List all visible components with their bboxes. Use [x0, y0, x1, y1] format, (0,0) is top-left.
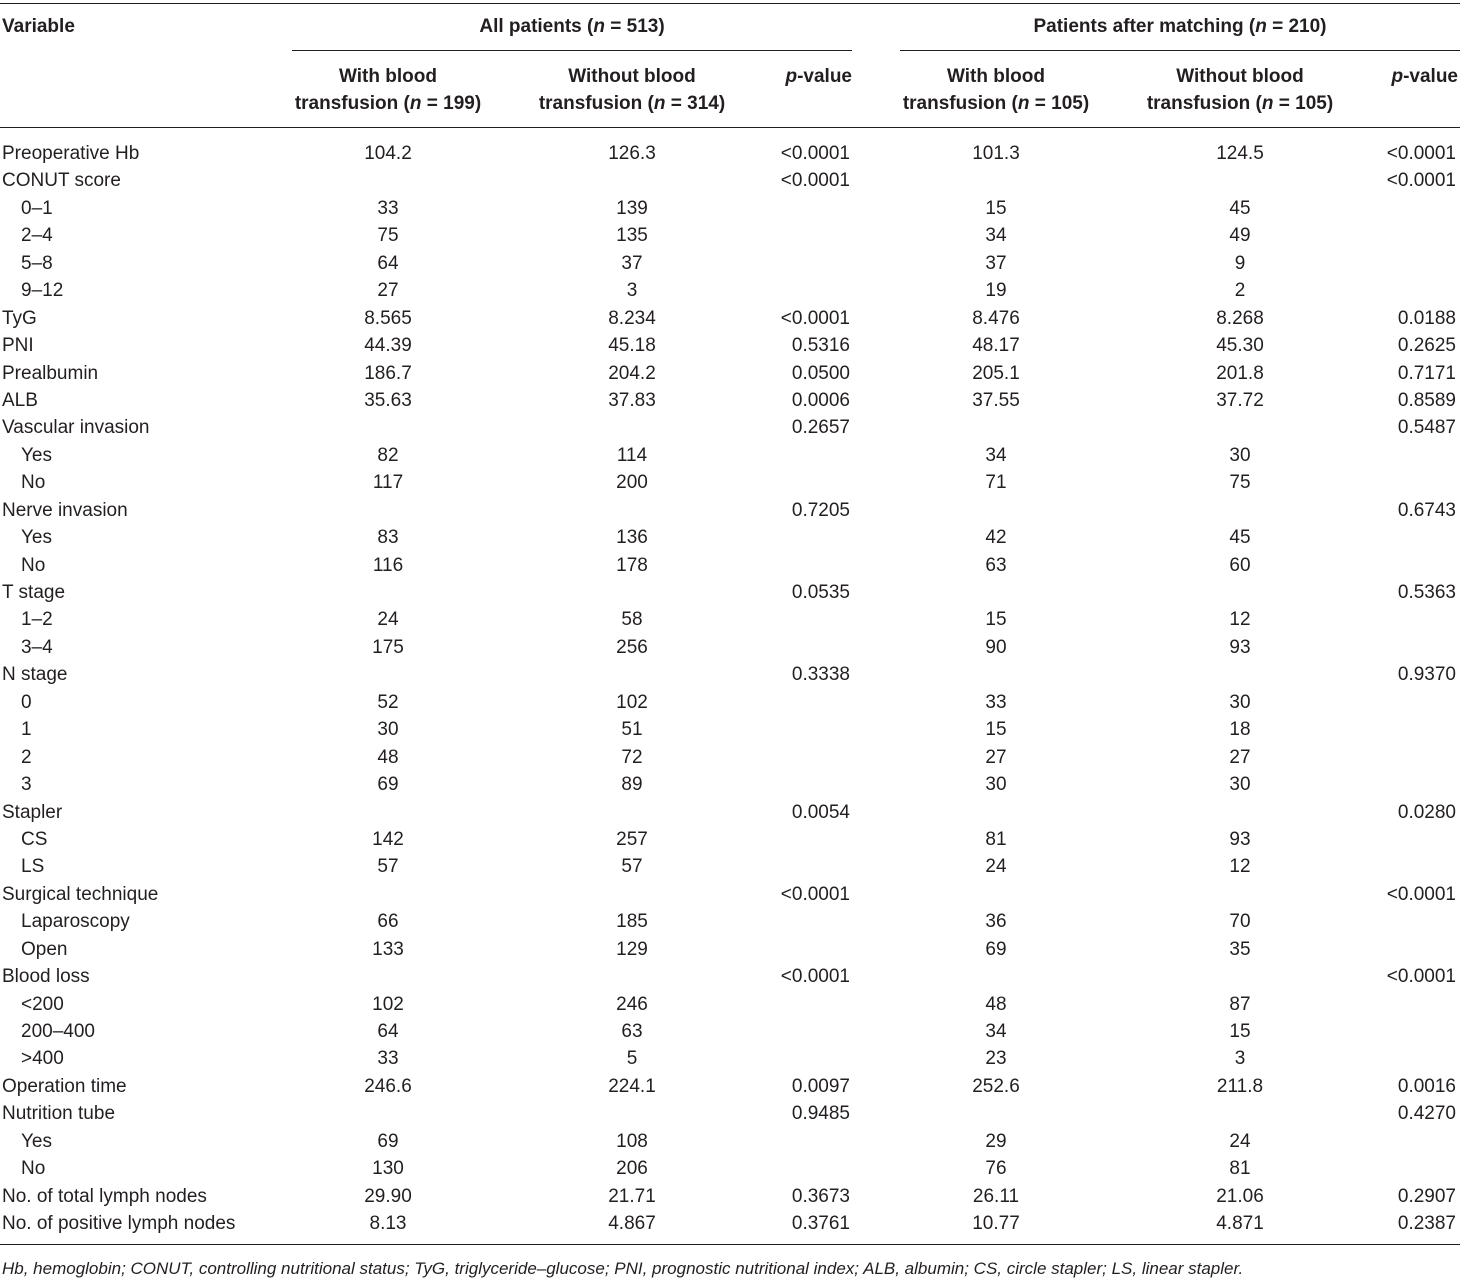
- table-row: [0, 661, 1460, 688]
- all-with-transfusion-cell: 66: [377, 911, 399, 933]
- all-with-transfusion-cell: 33: [377, 1048, 399, 1070]
- subheader-n-value: = 314): [665, 93, 726, 114]
- row-label: No: [21, 1158, 46, 1180]
- all-without-transfusion-cell: 256: [616, 636, 648, 658]
- matched-without-transfusion-cell: 37.72: [1216, 389, 1264, 411]
- matched-without-transfusion-cell: 12: [1229, 609, 1251, 631]
- table-footnote: Hb, hemoglobin; CONUT, controlling nutritional status; TyG, triglyceride–glucose; PNI, prognostic nutritional index; ALB, albumin; CS, circle stapler; LS, linear stapler.: [2, 1259, 1244, 1278]
- matched-with-transfusion-cell: 34: [985, 444, 1007, 466]
- all-p-value-cell: 0.5316: [791, 335, 850, 357]
- matched-without-transfusion-cell: 87: [1229, 993, 1251, 1015]
- subheader-n-value: = 105): [1273, 93, 1334, 114]
- all-with-transfusion-cell: 186.7: [364, 362, 412, 384]
- matched-with-transfusion-cell: 34: [985, 1021, 1007, 1042]
- all-without-transfusion-cell: 200: [616, 472, 648, 494]
- table-row: [0, 579, 1460, 606]
- table-row: [0, 305, 1460, 332]
- matched-without-transfusion-cell: 49: [1229, 225, 1251, 247]
- row-label: N stage: [2, 664, 68, 686]
- matched-without-transfusion-cell: 21.06: [1216, 1185, 1264, 1207]
- row-label: Vascular invasion: [2, 417, 150, 439]
- table-row: [0, 963, 1460, 990]
- table-row: [0, 140, 1460, 167]
- all-p-value-cell: 0.0535: [791, 582, 850, 603]
- subheader-p: p: [1391, 66, 1404, 87]
- row-label: Open: [21, 938, 68, 960]
- header-matched-patients: [900, 13, 1460, 40]
- table-row: [0, 634, 1460, 661]
- matched-with-transfusion-cell: 36: [985, 911, 1007, 933]
- all-p-value-cell: <0.0001: [780, 883, 850, 905]
- matched-without-transfusion-cell: 45.30: [1216, 335, 1264, 357]
- subheader-line: [886, 90, 1106, 117]
- all-with-transfusion-cell: 8.565: [364, 307, 412, 329]
- subheader-all-with-transfusion: [278, 63, 498, 117]
- matched-without-transfusion-cell: 93: [1229, 636, 1251, 658]
- matched-without-transfusion-cell: 12: [1229, 856, 1251, 878]
- matched-p-value-cell: <0.0001: [1386, 170, 1456, 192]
- table-row: [0, 524, 1460, 551]
- all-with-transfusion-cell: 8.13: [369, 1213, 407, 1235]
- subheader-all-without-transfusion: [520, 63, 744, 117]
- all-without-transfusion-cell: 178: [616, 554, 648, 576]
- matched-with-transfusion-cell: 15: [985, 609, 1007, 631]
- matched-with-transfusion-cell: 15: [985, 719, 1007, 741]
- matched-without-transfusion-cell: 30: [1229, 691, 1251, 713]
- all-with-transfusion-cell: 104.2: [364, 143, 412, 164]
- matched-p-value-cell: <0.0001: [1386, 143, 1456, 164]
- matched-with-transfusion-cell: 37.55: [972, 389, 1020, 411]
- all-with-transfusion-cell: 44.39: [364, 335, 412, 357]
- all-with-transfusion-cell: 64: [377, 1021, 399, 1042]
- matched-p-value-cell: 0.8589: [1397, 389, 1456, 411]
- subheader-text: transfusion (: [538, 93, 654, 114]
- subheader-line: Without blood: [568, 66, 696, 87]
- row-label: Nerve invasion: [2, 499, 128, 521]
- table-row: [0, 360, 1460, 387]
- row-label: T stage: [2, 582, 66, 603]
- top-rule: [0, 3, 1460, 4]
- matched-without-transfusion-cell: 45: [1229, 527, 1251, 549]
- table-row: [0, 552, 1460, 579]
- row-label: ALB: [2, 389, 38, 411]
- matched-with-transfusion-cell: 8.476: [972, 307, 1020, 329]
- row-label: Yes: [21, 527, 52, 549]
- all-without-transfusion-cell: 139: [616, 197, 648, 219]
- all-p-value-cell: 0.9485: [791, 1103, 850, 1125]
- row-label: No. of positive lymph nodes: [2, 1213, 236, 1235]
- row-label: >400: [21, 1048, 64, 1070]
- all-p-value-cell: 0.0006: [791, 389, 850, 411]
- matched-without-transfusion-cell: 70: [1229, 911, 1251, 933]
- subheader-n-value: = 199): [421, 93, 482, 114]
- subheader-text: transfusion (: [1146, 93, 1262, 114]
- row-label: CS: [21, 828, 48, 850]
- matched-with-transfusion-cell: 26.11: [972, 1185, 1020, 1207]
- row-label: 1–2: [21, 609, 53, 631]
- all-without-transfusion-cell: 72: [621, 746, 643, 768]
- all-without-transfusion-cell: 3: [626, 280, 638, 302]
- all-without-transfusion-cell: 58: [621, 609, 643, 631]
- all-p-value-cell: <0.0001: [780, 170, 850, 192]
- matched-p-value-cell: 0.2387: [1397, 1213, 1456, 1235]
- bottom-rule: [0, 1244, 1460, 1245]
- matched-p-value-cell: 0.2625: [1397, 335, 1456, 357]
- table-row: [0, 442, 1460, 469]
- matched-with-transfusion-cell: 63: [985, 554, 1007, 576]
- header-all-patients-label: All patients (: [479, 16, 594, 37]
- all-with-transfusion-cell: 175: [372, 636, 404, 658]
- row-label: No. of total lymph nodes: [2, 1185, 207, 1207]
- all-without-transfusion-cell: 63: [621, 1021, 643, 1042]
- subheader-n-value: = 105): [1029, 93, 1090, 114]
- matched-without-transfusion-cell: 60: [1229, 554, 1251, 576]
- matched-without-transfusion-cell: 4.871: [1216, 1213, 1264, 1235]
- table-row: [0, 167, 1460, 194]
- table-row: [0, 387, 1460, 414]
- all-with-transfusion-cell: 75: [377, 225, 399, 247]
- all-without-transfusion-cell: 37: [621, 252, 643, 274]
- subheader-matched-without-transfusion: [1128, 63, 1352, 117]
- matched-with-transfusion-cell: 101.3: [972, 143, 1020, 164]
- all-without-transfusion-cell: 206: [616, 1158, 648, 1180]
- table-row: [0, 853, 1460, 880]
- subheader-n: n: [1261, 93, 1274, 114]
- all-p-value-cell: <0.0001: [780, 966, 850, 988]
- all-with-transfusion-cell: 69: [377, 774, 399, 796]
- all-without-transfusion-cell: 224.1: [608, 1075, 656, 1097]
- row-label: 1: [21, 719, 32, 741]
- table-row: [0, 936, 1460, 963]
- all-p-value-cell: 0.0097: [791, 1075, 850, 1097]
- all-with-transfusion-cell: 83: [377, 527, 399, 549]
- matched-without-transfusion-cell: 81: [1229, 1158, 1251, 1180]
- matched-without-transfusion-cell: 30: [1229, 444, 1251, 466]
- all-without-transfusion-cell: 257: [616, 828, 648, 850]
- all-without-transfusion-cell: 136: [616, 527, 648, 549]
- matched-with-transfusion-cell: 27: [985, 746, 1007, 768]
- matched-with-transfusion-cell: 30: [985, 774, 1007, 796]
- matched-p-value-cell: 0.4270: [1397, 1103, 1456, 1125]
- row-label: Stapler: [2, 801, 63, 823]
- all-p-value-cell: 0.7205: [791, 499, 850, 521]
- table-row: [0, 881, 1460, 908]
- table-row: [0, 332, 1460, 359]
- table-row: [0, 744, 1460, 771]
- row-label: Operation time: [2, 1075, 127, 1097]
- row-label: Yes: [21, 1130, 52, 1152]
- header-matched-n-value: = 210): [1266, 16, 1327, 37]
- all-with-transfusion-cell: 133: [372, 938, 404, 960]
- row-label: 2: [21, 746, 32, 768]
- matched-with-transfusion-cell: 71: [985, 472, 1007, 494]
- all-p-value-cell: 0.3673: [791, 1185, 850, 1207]
- subheader-p-tail: -value: [797, 66, 852, 87]
- matched-with-transfusion-cell: 24: [985, 856, 1007, 878]
- table-row: [0, 1128, 1460, 1155]
- all-without-transfusion-cell: 21.71: [608, 1185, 656, 1207]
- all-without-transfusion-cell: 114: [616, 444, 648, 466]
- all-with-transfusion-cell: 57: [377, 856, 399, 878]
- row-label: 0–1: [21, 197, 53, 219]
- row-label: 3: [21, 774, 32, 796]
- all-without-transfusion-cell: 126.3: [608, 143, 656, 164]
- matched-without-transfusion-cell: 75: [1229, 472, 1251, 494]
- matched-without-transfusion-cell: 93: [1229, 828, 1251, 850]
- subheader-line: With blood: [339, 66, 437, 87]
- subheader-all-p-value: [768, 63, 852, 90]
- matched-with-transfusion-cell: 90: [985, 636, 1007, 658]
- row-label: Blood loss: [2, 966, 90, 988]
- all-without-transfusion-cell: 246: [616, 993, 648, 1015]
- row-label: 9–12: [21, 280, 64, 302]
- matched-without-transfusion-cell: 24: [1229, 1130, 1251, 1152]
- all-with-transfusion-cell: 24: [377, 609, 399, 631]
- matched-without-transfusion-cell: 15: [1229, 1021, 1251, 1042]
- row-label: Prealbumin: [2, 362, 99, 384]
- matched-with-transfusion-cell: 42: [985, 527, 1007, 549]
- all-without-transfusion-cell: 135: [616, 225, 648, 247]
- matched-with-transfusion-cell: 76: [985, 1158, 1007, 1180]
- table-row: [0, 689, 1460, 716]
- matched-p-value-cell: 0.5487: [1397, 417, 1456, 439]
- table-row: [0, 606, 1460, 633]
- table-row: [0, 1210, 1460, 1237]
- matched-with-transfusion-cell: 81: [985, 828, 1007, 850]
- subheader-p-tail: -value: [1403, 66, 1458, 87]
- all-without-transfusion-cell: 89: [621, 774, 643, 796]
- all-without-transfusion-cell: 185: [616, 911, 648, 933]
- row-label: Preoperative Hb: [2, 143, 140, 164]
- all-with-transfusion-cell: 116: [372, 554, 404, 576]
- row-label: Surgical technique: [2, 883, 159, 905]
- all-without-transfusion-cell: 57: [621, 856, 643, 878]
- row-label: CONUT score: [2, 170, 121, 192]
- matched-with-transfusion-cell: 19: [985, 280, 1007, 302]
- subheader-line: [1128, 90, 1352, 117]
- matched-with-transfusion-cell: 252.6: [972, 1075, 1020, 1097]
- table-row: [0, 277, 1460, 304]
- matched-p-value-cell: 0.6743: [1397, 499, 1456, 521]
- matched-with-transfusion-cell: 69: [985, 938, 1007, 960]
- header-rule: [0, 127, 1460, 128]
- table-row: [0, 222, 1460, 249]
- table-body: [0, 140, 1460, 1238]
- all-with-transfusion-cell: 117: [372, 472, 404, 494]
- all-with-transfusion-cell: 102: [372, 993, 404, 1015]
- matched-with-transfusion-cell: 29: [985, 1130, 1007, 1152]
- row-label: No: [21, 554, 46, 576]
- row-label: 3–4: [21, 636, 53, 658]
- group-rule-matched: [900, 50, 1460, 51]
- row-label: TyG: [2, 307, 37, 329]
- all-with-transfusion-cell: 52: [377, 691, 399, 713]
- all-with-transfusion-cell: 30: [377, 719, 399, 741]
- row-label: <200: [21, 993, 64, 1015]
- header-variable: Variable: [2, 16, 75, 37]
- table-row: [0, 1018, 1460, 1045]
- subheader-text: transfusion (: [902, 93, 1018, 114]
- header-all-patients-n-value: = 513): [604, 16, 665, 37]
- all-p-value-cell: <0.0001: [780, 143, 850, 164]
- row-label: Yes: [21, 444, 52, 466]
- all-with-transfusion-cell: 35.63: [364, 389, 412, 411]
- table-row: [0, 1073, 1460, 1100]
- table-row: [0, 908, 1460, 935]
- all-p-value-cell: 0.0500: [791, 362, 850, 384]
- subheader-line: [520, 90, 744, 117]
- table-row: [0, 469, 1460, 496]
- matched-p-value-cell: <0.0001: [1386, 966, 1456, 988]
- matched-with-transfusion-cell: 15: [985, 197, 1007, 219]
- matched-with-transfusion-cell: 34: [985, 225, 1007, 247]
- row-label: No: [21, 472, 46, 494]
- all-without-transfusion-cell: 51: [621, 719, 643, 741]
- all-with-transfusion-cell: 130: [372, 1158, 404, 1180]
- matched-with-transfusion-cell: 10.77: [972, 1213, 1020, 1235]
- all-p-value-cell: <0.0001: [780, 307, 850, 329]
- row-label: 2–4: [21, 225, 53, 247]
- all-without-transfusion-cell: 8.234: [608, 307, 656, 329]
- table-row: [0, 1100, 1460, 1127]
- all-without-transfusion-cell: 204.2: [608, 362, 656, 384]
- all-without-transfusion-cell: 5: [626, 1048, 638, 1070]
- row-label: PNI: [2, 335, 34, 357]
- table-row: [0, 250, 1460, 277]
- all-with-transfusion-cell: 29.90: [364, 1185, 412, 1207]
- row-label: Nutrition tube: [2, 1103, 116, 1125]
- all-without-transfusion-cell: 45.18: [608, 335, 656, 357]
- subheader-matched-with-transfusion: [886, 63, 1106, 117]
- table-row: [0, 414, 1460, 441]
- matched-without-transfusion-cell: 8.268: [1216, 307, 1264, 329]
- matched-without-transfusion-cell: 201.8: [1216, 362, 1264, 384]
- matched-without-transfusion-cell: 3: [1234, 1048, 1246, 1070]
- matched-without-transfusion-cell: 27: [1229, 746, 1251, 768]
- group-rule-all: [292, 50, 852, 51]
- table-row: [0, 195, 1460, 222]
- all-with-transfusion-cell: 246.6: [364, 1075, 412, 1097]
- matched-without-transfusion-cell: 2: [1234, 280, 1246, 302]
- matched-p-value-cell: 0.0016: [1397, 1075, 1456, 1097]
- all-p-value-cell: 0.2657: [791, 417, 850, 439]
- subheader-n: n: [1017, 93, 1030, 114]
- header-matched-label: Patients after matching (: [1033, 16, 1256, 37]
- matched-without-transfusion-cell: 9: [1234, 252, 1246, 274]
- subheader-line: With blood: [947, 66, 1045, 87]
- matched-with-transfusion-cell: 205.1: [972, 362, 1020, 384]
- table-row: [0, 826, 1460, 853]
- table-row: [0, 497, 1460, 524]
- all-without-transfusion-cell: 129: [616, 938, 648, 960]
- matched-with-transfusion-cell: 37: [985, 252, 1007, 274]
- matched-with-transfusion-cell: 48: [985, 993, 1007, 1015]
- subheader-text: transfusion (: [294, 93, 410, 114]
- header-matched-n: n: [1255, 16, 1267, 37]
- table-row: [0, 771, 1460, 798]
- all-with-transfusion-cell: 82: [377, 444, 399, 466]
- subheader-line: Without blood: [1176, 66, 1304, 87]
- subheader-matched-p-value: [1370, 63, 1458, 90]
- header-all-patients: [292, 13, 852, 40]
- all-without-transfusion-cell: 37.83: [608, 389, 656, 411]
- row-label: 200–400: [21, 1021, 95, 1042]
- all-without-transfusion-cell: 4.867: [608, 1213, 656, 1235]
- all-with-transfusion-cell: 142: [372, 828, 404, 850]
- subheader-n: n: [653, 93, 666, 114]
- all-without-transfusion-cell: 102: [616, 691, 648, 713]
- matched-p-value-cell: 0.2907: [1397, 1185, 1456, 1207]
- row-label: LS: [21, 856, 45, 878]
- matched-without-transfusion-cell: 124.5: [1216, 143, 1264, 164]
- matched-p-value-cell: 0.5363: [1397, 582, 1456, 603]
- all-with-transfusion-cell: 64: [377, 252, 399, 274]
- table-row: [0, 1045, 1460, 1072]
- subheader-n: n: [409, 93, 422, 114]
- table-row: [0, 799, 1460, 826]
- matched-with-transfusion-cell: 48.17: [972, 335, 1020, 357]
- matched-without-transfusion-cell: 35: [1229, 938, 1251, 960]
- all-p-value-cell: 0.3338: [791, 664, 850, 686]
- matched-p-value-cell: 0.0280: [1397, 801, 1456, 823]
- matched-with-transfusion-cell: 33: [985, 691, 1007, 713]
- all-p-value-cell: 0.3761: [791, 1213, 850, 1235]
- subheader-line: [278, 90, 498, 117]
- matched-p-value-cell: 0.0188: [1397, 307, 1456, 329]
- all-with-transfusion-cell: 27: [377, 280, 399, 302]
- table-row: [0, 1155, 1460, 1182]
- matched-p-value-cell: 0.7171: [1397, 362, 1456, 384]
- row-label: 0: [21, 691, 32, 713]
- all-without-transfusion-cell: 108: [616, 1130, 648, 1152]
- matched-with-transfusion-cell: 23: [985, 1048, 1007, 1070]
- matched-p-value-cell: <0.0001: [1386, 883, 1456, 905]
- matched-p-value-cell: 0.9370: [1397, 664, 1456, 686]
- row-label: Laparoscopy: [21, 911, 130, 933]
- table-row: [0, 1183, 1460, 1210]
- row-label: 5–8: [21, 252, 53, 274]
- subheader-p: p: [785, 66, 798, 87]
- matched-without-transfusion-cell: 30: [1229, 774, 1251, 796]
- all-with-transfusion-cell: 48: [377, 746, 399, 768]
- table-row: [0, 716, 1460, 743]
- matched-without-transfusion-cell: 211.8: [1216, 1075, 1264, 1097]
- table-row: [0, 991, 1460, 1018]
- all-with-transfusion-cell: 69: [377, 1130, 399, 1152]
- all-with-transfusion-cell: 33: [377, 197, 399, 219]
- matched-without-transfusion-cell: 45: [1229, 197, 1251, 219]
- matched-without-transfusion-cell: 18: [1229, 719, 1251, 741]
- header-all-patients-n: n: [593, 16, 605, 37]
- all-p-value-cell: 0.0054: [791, 801, 850, 823]
